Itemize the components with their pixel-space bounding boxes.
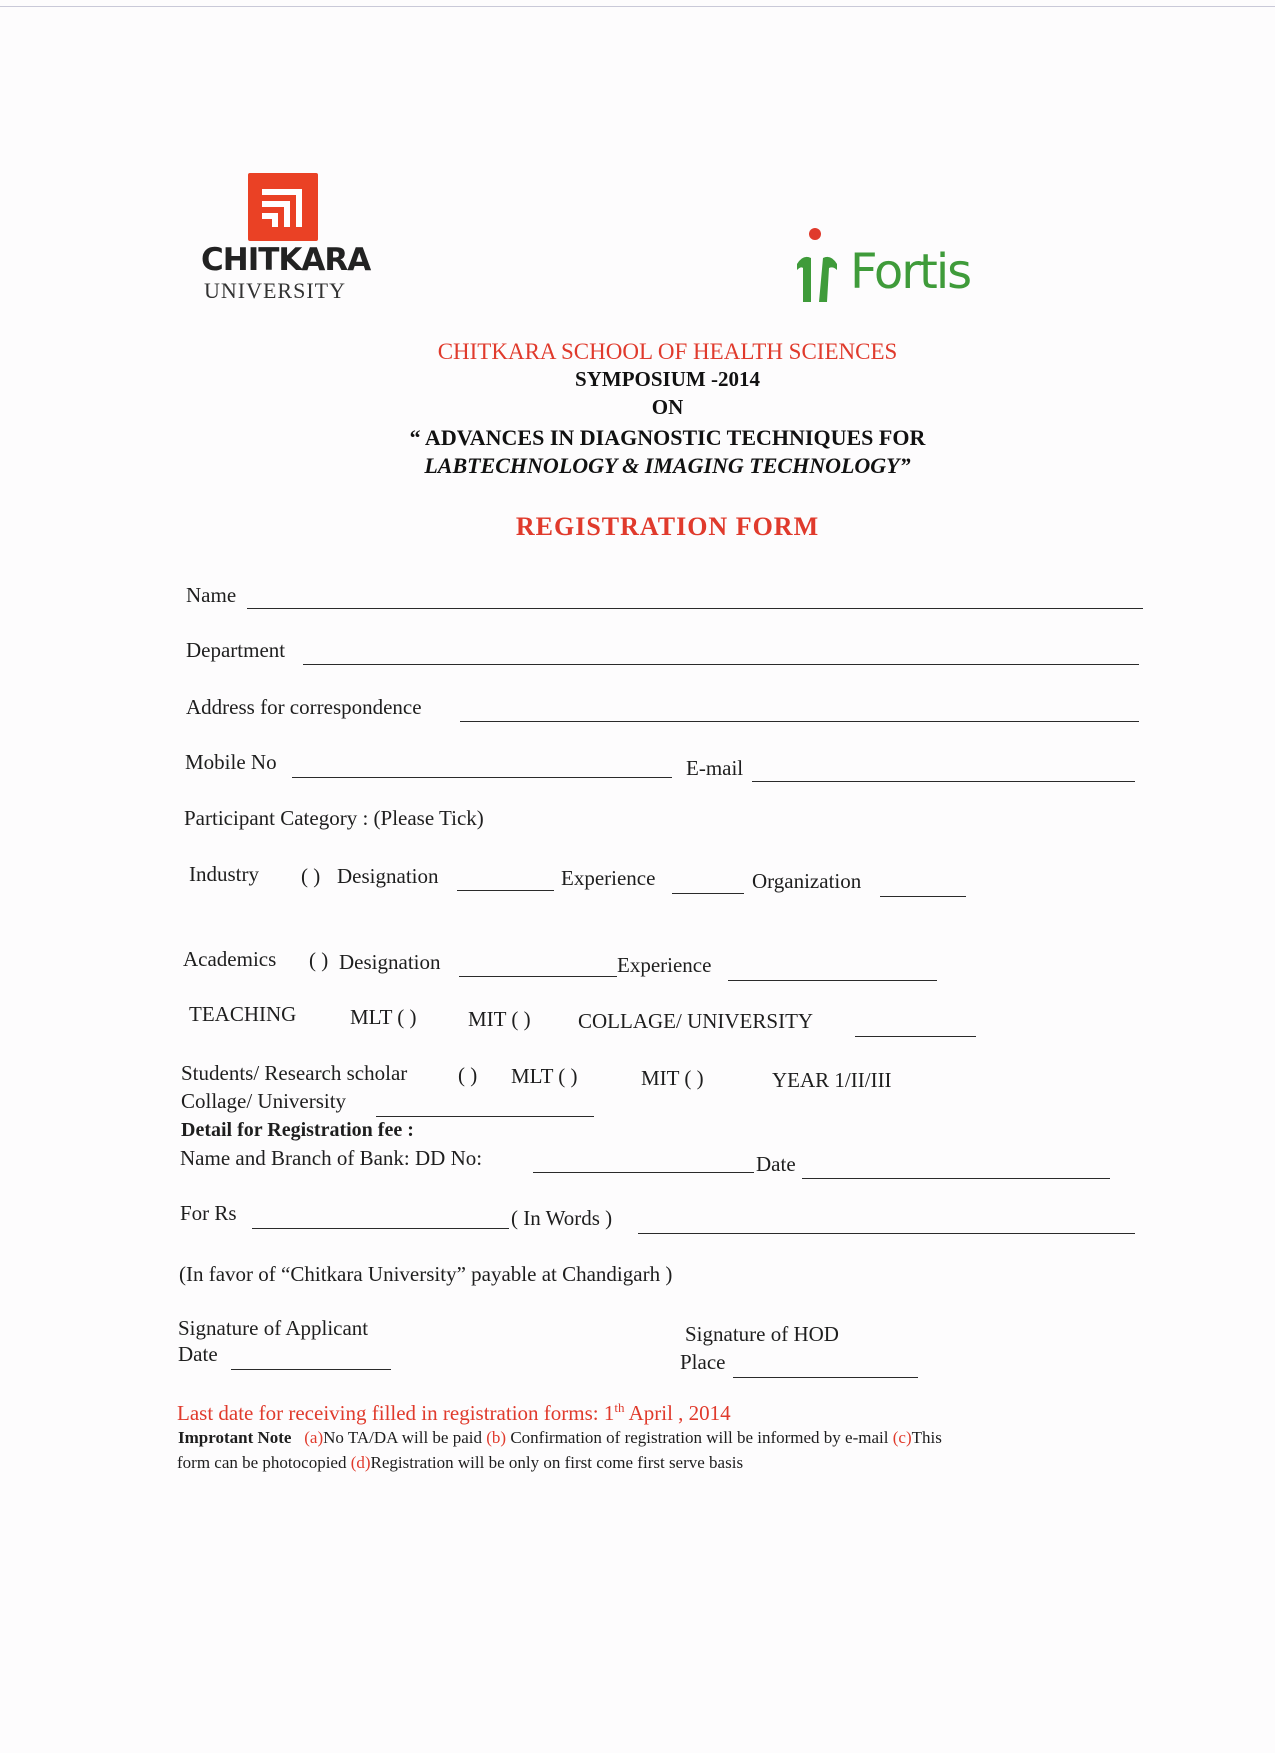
in-words-label: ( In Words ) xyxy=(511,1206,613,1230)
registration-form-title: REGISTRATION FORM xyxy=(515,512,820,541)
teaching-college-field[interactable] xyxy=(855,1036,976,1037)
department-label: Department xyxy=(186,638,286,662)
industry-tick-box[interactable]: ( ) xyxy=(301,864,321,888)
favor-note: (In favor of “Chitkara University” payable at Chandigarh ) xyxy=(179,1262,673,1286)
industry-experience-field[interactable] xyxy=(672,893,744,894)
mobile-label: Mobile No xyxy=(185,750,277,774)
important-note-line1: Improtant Note (a)No TA/DA will be paid (b) Confirmation of registration will be informed by e-mail (c)This xyxy=(178,1428,942,1447)
industry-designation-field[interactable] xyxy=(457,890,554,891)
students-mlt-option[interactable]: MLT ( ) xyxy=(511,1064,578,1088)
fortis-logo-name: Fortis xyxy=(850,244,971,300)
teaching-mlt-option[interactable]: MLT ( ) xyxy=(350,1005,417,1029)
academics-label: Academics xyxy=(183,947,277,971)
email-field[interactable] xyxy=(752,781,1135,782)
industry-label: Industry xyxy=(189,862,259,886)
school-heading: CHITKARA SCHOOL OF HEALTH SCIENCES xyxy=(437,339,898,364)
industry-organization-label: Organization xyxy=(752,869,862,893)
name-label: Name xyxy=(186,583,237,607)
bank-label: Name and Branch of Bank: DD No: xyxy=(180,1146,483,1170)
mobile-field[interactable] xyxy=(292,777,672,778)
teaching-mit-option[interactable]: MIT ( ) xyxy=(468,1007,531,1031)
amount-in-words-field[interactable] xyxy=(638,1233,1135,1234)
academics-designation-label: Designation xyxy=(339,950,441,974)
on-heading: ON xyxy=(651,395,684,419)
last-date-notice: Last date for receiving filled in registration forms: 1th April , 2014 xyxy=(177,1400,731,1425)
hod-place-field[interactable] xyxy=(733,1377,918,1378)
fee-date-field[interactable] xyxy=(802,1178,1110,1179)
teaching-label: TEACHING xyxy=(189,1002,297,1026)
chitkara-logo-name: CHITKARA xyxy=(201,242,371,278)
chitkara-logo-subtitle: UNIVERSITY xyxy=(204,278,346,303)
symposium-heading: SYMPOSIUM -2014 xyxy=(575,367,760,391)
academics-tick-box[interactable]: ( ) xyxy=(309,948,329,972)
participant-category-label: Participant Category : (Please Tick) xyxy=(184,806,484,830)
symposium-title-line2: LABTECHNOLOGY & IMAGING TECHNOLOGY” xyxy=(424,453,911,478)
industry-organization-field[interactable] xyxy=(880,896,966,897)
fortis-logo-icon xyxy=(793,224,843,304)
students-label: Students/ Research scholar xyxy=(181,1061,408,1085)
students-college-field[interactable] xyxy=(376,1116,594,1117)
address-label: Address for correspondence xyxy=(186,695,422,719)
important-note-label: Improtant Note xyxy=(178,1428,292,1447)
applicant-date-label: Date xyxy=(178,1342,218,1366)
important-note-line2: form can be photocopied (d)Registration will be only on first come first serve basis xyxy=(177,1453,744,1472)
dd-number-field[interactable] xyxy=(533,1172,754,1173)
chitkara-logo-icon xyxy=(248,173,318,241)
hod-signature-label: Signature of HOD xyxy=(685,1322,839,1346)
for-rs-label: For Rs xyxy=(180,1201,237,1225)
fee-heading: Detail for Registration fee : xyxy=(181,1119,414,1141)
symposium-title-line1: “ ADVANCES IN DIAGNOSTIC TECHNIQUES FOR xyxy=(409,425,926,450)
students-college-label: Collage/ University xyxy=(181,1089,347,1113)
academics-designation-field[interactable] xyxy=(459,976,617,977)
students-tick-box[interactable]: ( ) xyxy=(458,1063,478,1087)
fee-date-label: Date xyxy=(756,1152,796,1176)
academics-experience-field[interactable] xyxy=(728,980,937,981)
amount-field[interactable] xyxy=(252,1228,509,1229)
students-year-label: YEAR 1/II/III xyxy=(772,1068,892,1092)
name-field[interactable] xyxy=(247,608,1143,609)
hod-place-label: Place xyxy=(680,1350,726,1374)
academics-experience-label: Experience xyxy=(617,953,712,977)
teaching-college-label: COLLAGE/ UNIVERSITY xyxy=(578,1009,814,1033)
scan-edge xyxy=(0,6,1275,7)
email-label: E-mail xyxy=(686,756,744,780)
industry-designation-label: Designation xyxy=(337,864,439,888)
department-field[interactable] xyxy=(303,664,1139,665)
industry-experience-label: Experience xyxy=(561,866,656,890)
address-field[interactable] xyxy=(460,721,1139,722)
students-mit-option[interactable]: MIT ( ) xyxy=(641,1066,704,1090)
applicant-signature-label: Signature of Applicant xyxy=(178,1316,369,1340)
applicant-date-field[interactable] xyxy=(231,1369,391,1370)
